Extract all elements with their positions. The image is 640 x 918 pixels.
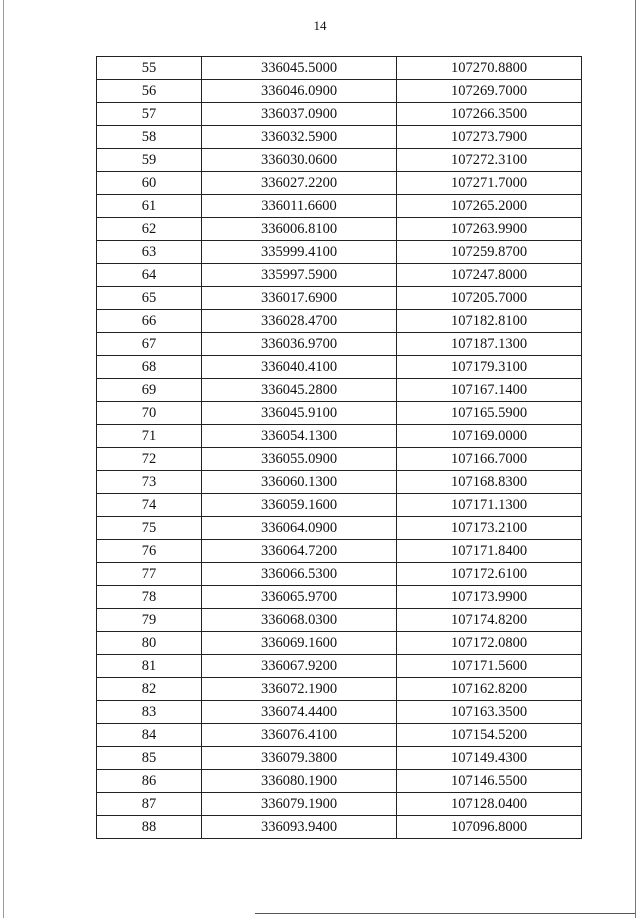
point-number-cell: 85: [97, 747, 202, 770]
y-coordinate-cell: 107269.7000: [397, 80, 582, 103]
table-row: [97, 448, 582, 471]
y-coordinate-cell: 107174.8200: [397, 609, 582, 632]
table-row: [97, 356, 582, 379]
table-row: [97, 793, 582, 816]
point-number-cell: 88: [97, 816, 202, 839]
x-coordinate-cell: 336028.4700: [202, 310, 397, 333]
point-number-cell: 82: [97, 678, 202, 701]
coordinates-table-body: [97, 57, 582, 839]
point-number-cell: 79: [97, 609, 202, 632]
x-coordinate-cell: 336064.7200: [202, 540, 397, 563]
y-coordinate-cell: 107265.2000: [397, 195, 582, 218]
table-row: [97, 655, 582, 678]
table-row: [97, 310, 582, 333]
x-coordinate-cell: 336030.0600: [202, 149, 397, 172]
x-coordinate-cell: 336017.6900: [202, 287, 397, 310]
y-coordinate-cell: 107182.8100: [397, 310, 582, 333]
x-coordinate-cell: 336079.3800: [202, 747, 397, 770]
table-row: [97, 816, 582, 839]
table-row: [97, 425, 582, 448]
table-row: [97, 149, 582, 172]
x-coordinate-cell: 336045.9100: [202, 402, 397, 425]
y-coordinate-cell: 107205.7000: [397, 287, 582, 310]
x-coordinate-cell: 336027.2200: [202, 172, 397, 195]
x-coordinate-cell: 336006.8100: [202, 218, 397, 241]
point-number-cell: 84: [97, 724, 202, 747]
table-row: [97, 724, 582, 747]
table-row: [97, 57, 582, 80]
x-coordinate-cell: 336011.6600: [202, 195, 397, 218]
x-coordinate-cell: 336040.4100: [202, 356, 397, 379]
point-number-cell: 73: [97, 471, 202, 494]
point-number-cell: 61: [97, 195, 202, 218]
table-row: [97, 563, 582, 586]
scan-edge-left: [3, 0, 4, 918]
x-coordinate-cell: 336074.4400: [202, 701, 397, 724]
y-coordinate-cell: 107263.9900: [397, 218, 582, 241]
point-number-cell: 57: [97, 103, 202, 126]
y-coordinate-cell: 107168.8300: [397, 471, 582, 494]
y-coordinate-cell: 107169.0000: [397, 425, 582, 448]
y-coordinate-cell: 107172.6100: [397, 563, 582, 586]
y-coordinate-cell: 107154.5200: [397, 724, 582, 747]
x-coordinate-cell: 336069.1600: [202, 632, 397, 655]
y-coordinate-cell: 107096.8000: [397, 816, 582, 839]
point-number-cell: 65: [97, 287, 202, 310]
table-row: [97, 517, 582, 540]
point-number-cell: 67: [97, 333, 202, 356]
x-coordinate-cell: 336080.1900: [202, 770, 397, 793]
point-number-cell: 83: [97, 701, 202, 724]
point-number-cell: 71: [97, 425, 202, 448]
y-coordinate-cell: 107149.4300: [397, 747, 582, 770]
y-coordinate-cell: 107165.5900: [397, 402, 582, 425]
point-number-cell: 80: [97, 632, 202, 655]
x-coordinate-cell: 336054.1300: [202, 425, 397, 448]
y-coordinate-cell: 107187.1300: [397, 333, 582, 356]
point-number-cell: 62: [97, 218, 202, 241]
point-number-cell: 58: [97, 126, 202, 149]
point-number-cell: 87: [97, 793, 202, 816]
table-row: [97, 264, 582, 287]
y-coordinate-cell: 107128.0400: [397, 793, 582, 816]
page-number: 14: [313, 18, 327, 33]
table-row: [97, 609, 582, 632]
y-coordinate-cell: 107171.1300: [397, 494, 582, 517]
x-coordinate-cell: 336064.0900: [202, 517, 397, 540]
x-coordinate-cell: 336059.1600: [202, 494, 397, 517]
y-coordinate-cell: 107172.0800: [397, 632, 582, 655]
point-number-cell: 75: [97, 517, 202, 540]
y-coordinate-cell: 107179.3100: [397, 356, 582, 379]
table-row: [97, 471, 582, 494]
table-row: [97, 218, 582, 241]
y-coordinate-cell: 107266.3500: [397, 103, 582, 126]
y-coordinate-cell: 107173.9900: [397, 586, 582, 609]
x-coordinate-cell: 336065.9700: [202, 586, 397, 609]
table-row: [97, 80, 582, 103]
table-row: [97, 379, 582, 402]
table-row: [97, 402, 582, 425]
table-row: [97, 126, 582, 149]
y-coordinate-cell: 107166.7000: [397, 448, 582, 471]
x-coordinate-cell: 336066.5300: [202, 563, 397, 586]
x-coordinate-cell: 336093.9400: [202, 816, 397, 839]
x-coordinate-cell: 336055.0900: [202, 448, 397, 471]
y-coordinate-cell: 107270.8800: [397, 57, 582, 80]
point-number-cell: 66: [97, 310, 202, 333]
coordinates-table: [96, 56, 582, 839]
x-coordinate-cell: 336045.2800: [202, 379, 397, 402]
x-coordinate-cell: 335997.5900: [202, 264, 397, 287]
x-coordinate-cell: 336060.1300: [202, 471, 397, 494]
table-row: [97, 632, 582, 655]
x-coordinate-cell: 336036.9700: [202, 333, 397, 356]
x-coordinate-cell: 336068.0300: [202, 609, 397, 632]
x-coordinate-cell: 336032.5900: [202, 126, 397, 149]
y-coordinate-cell: 107173.2100: [397, 517, 582, 540]
y-coordinate-cell: 107146.5500: [397, 770, 582, 793]
y-coordinate-cell: 107272.3100: [397, 149, 582, 172]
point-number-cell: 76: [97, 540, 202, 563]
x-coordinate-cell: 336037.0900: [202, 103, 397, 126]
point-number-cell: 72: [97, 448, 202, 471]
x-coordinate-cell: 336046.0900: [202, 80, 397, 103]
point-number-cell: 70: [97, 402, 202, 425]
point-number-cell: 86: [97, 770, 202, 793]
table-row: [97, 701, 582, 724]
x-coordinate-cell: 335999.4100: [202, 241, 397, 264]
table-row: [97, 333, 582, 356]
y-coordinate-cell: 107247.8000: [397, 264, 582, 287]
x-coordinate-cell: 336067.9200: [202, 655, 397, 678]
point-number-cell: 59: [97, 149, 202, 172]
table-row: [97, 494, 582, 517]
table-row: [97, 103, 582, 126]
x-coordinate-cell: 336072.1900: [202, 678, 397, 701]
point-number-cell: 68: [97, 356, 202, 379]
point-number-cell: 55: [97, 57, 202, 80]
scan-edge-bottom: [255, 913, 635, 914]
table-row: [97, 195, 582, 218]
y-coordinate-cell: 107259.8700: [397, 241, 582, 264]
y-coordinate-cell: 107171.5600: [397, 655, 582, 678]
x-coordinate-cell: 336079.1900: [202, 793, 397, 816]
table-row: [97, 172, 582, 195]
point-number-cell: 78: [97, 586, 202, 609]
point-number-cell: 69: [97, 379, 202, 402]
point-number-cell: 74: [97, 494, 202, 517]
table-row: [97, 241, 582, 264]
y-coordinate-cell: 107171.8400: [397, 540, 582, 563]
x-coordinate-cell: 336045.5000: [202, 57, 397, 80]
point-number-cell: 81: [97, 655, 202, 678]
x-coordinate-cell: 336076.4100: [202, 724, 397, 747]
scan-edge-right: [635, 0, 636, 918]
y-coordinate-cell: 107163.3500: [397, 701, 582, 724]
y-coordinate-cell: 107162.8200: [397, 678, 582, 701]
point-number-cell: 64: [97, 264, 202, 287]
point-number-cell: 60: [97, 172, 202, 195]
table-row: [97, 586, 582, 609]
point-number-cell: 63: [97, 241, 202, 264]
point-number-cell: 56: [97, 80, 202, 103]
table-row: [97, 287, 582, 310]
y-coordinate-cell: 107273.7900: [397, 126, 582, 149]
table-row: [97, 747, 582, 770]
y-coordinate-cell: 107271.7000: [397, 172, 582, 195]
table-row: [97, 678, 582, 701]
y-coordinate-cell: 107167.1400: [397, 379, 582, 402]
table-row: [97, 770, 582, 793]
point-number-cell: 77: [97, 563, 202, 586]
table-row: [97, 540, 582, 563]
